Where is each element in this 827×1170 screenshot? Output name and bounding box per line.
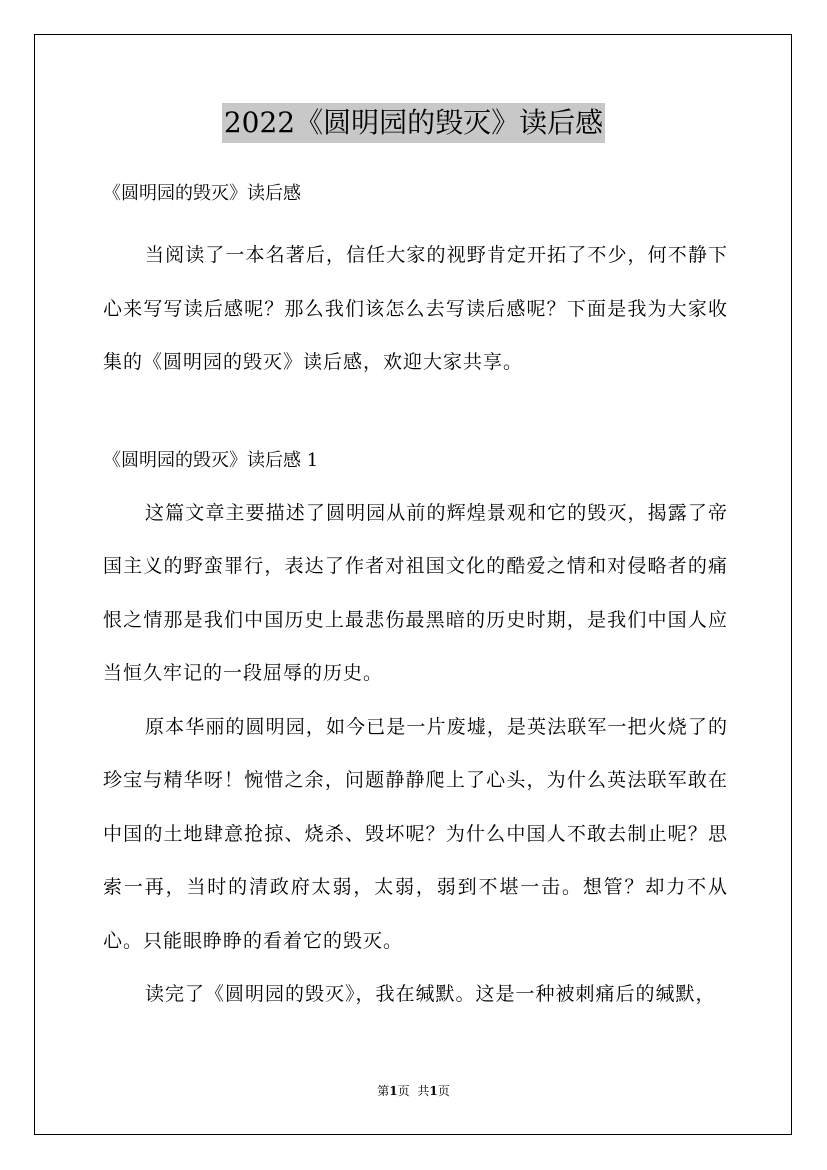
footer-total-number: 1 xyxy=(429,1084,438,1098)
body-paragraph-2: 原本华丽的圆明园，如今已是一片废墟，是英法联军一把火烧了的珍宝与精华呀！惋惜之余，问题静静爬上了心头，为什么英法联军敢在中国的土地肆意抢掠、烧杀、毁坏呢？为什么中国人不敢去制止呢？思索一再，当时的清政府太弱，太弱，弱到不堪一击。想管？却力不从心。只能眼睁睁的看着它的毁灭。 xyxy=(103,715,728,952)
footer-total-suffix: 页 xyxy=(437,1084,450,1098)
title-highlight: 2022《圆明园的毁灭》读后感 xyxy=(222,103,605,143)
footer-page-prefix: 第 xyxy=(377,1084,390,1098)
body-paragraph-1: 这篇文章主要描述了圆明园从前的辉煌景观和它的毁灭，揭露了帝国主义的野蛮罪行，表达了作者对祖国文化的酷爱之情和对侵略者的痛恨之情那是我们中国历史上最悲伤最黑暗的历史时期，是我们中国人应当恒久牢记的一段屈辱的历史。 xyxy=(103,501,728,684)
body-paragraph-3: 读完了《圆明园的毁灭》，我在缄默。这是一种被刺痛后的缄默， xyxy=(145,983,716,1005)
document-title xyxy=(0,102,827,143)
intro-paragraph: 当阅读了一本名著后，信任大家的视野肯定开拓了不少，何不静下心来写写读后感呢？那么我们该怎么去写读后感呢？下面是我为大家收集的《圆明园的毁灭》读后感，欢迎大家共享。 xyxy=(103,244,728,373)
footer-total-prefix: 共 xyxy=(417,1084,430,1098)
document-body xyxy=(103,176,728,1022)
footer-page-number: 1 xyxy=(389,1084,398,1098)
section-heading: 《圆明园的毁灭》读后感 1 xyxy=(103,449,319,471)
footer-page-suffix: 页 xyxy=(397,1084,410,1098)
page-footer xyxy=(0,1083,827,1099)
document-subtitle: 《圆明园的毁灭》读后感 xyxy=(103,183,301,204)
